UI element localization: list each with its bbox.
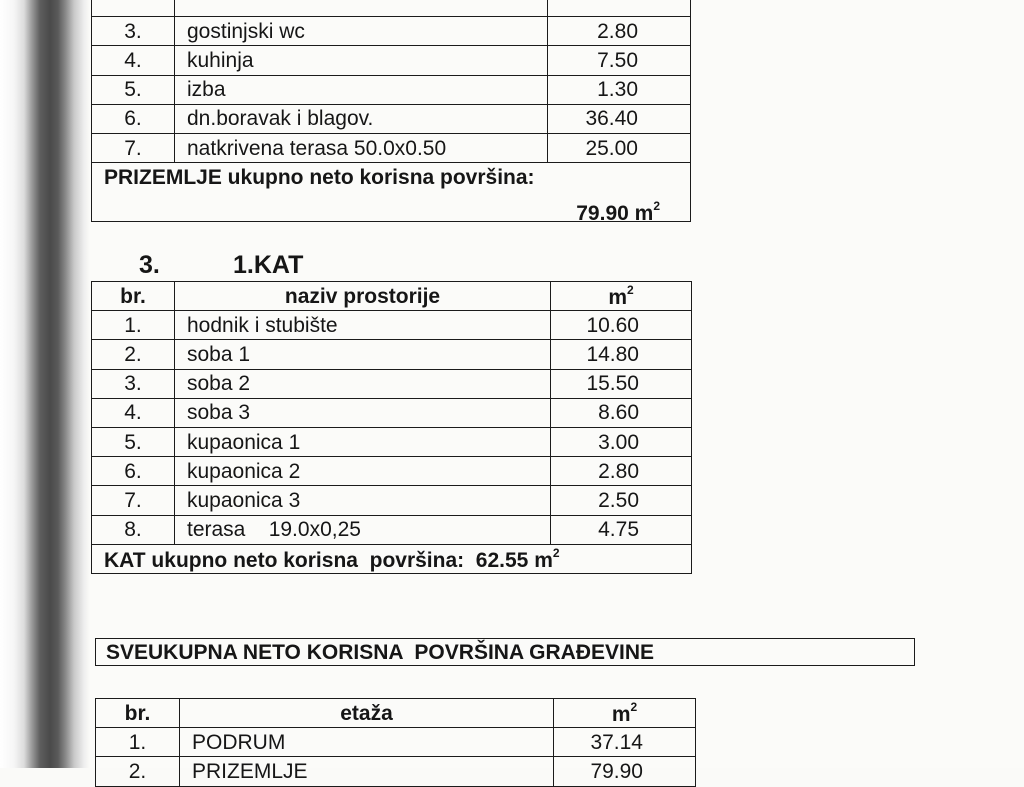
room-name: kupaonica 2 — [175, 457, 551, 486]
column-header-area — [554, 699, 696, 728]
row-number: 4. — [92, 398, 175, 427]
row-number: 8. — [92, 515, 175, 544]
row-number: 6. — [92, 457, 175, 486]
unit-superscript: 2 — [653, 199, 660, 214]
room-name: dn.boravak i blagov. — [175, 104, 548, 133]
ground-floor-total-row — [92, 163, 691, 222]
room-name: izba — [175, 75, 548, 104]
table-header-row — [96, 699, 696, 728]
room-area: 15.50 — [551, 369, 692, 398]
table-row — [92, 46, 691, 75]
room-name: natkrivena terasa 50.0x0.50 — [175, 133, 548, 162]
room-area: 36.40 — [548, 104, 691, 133]
room-name: kupaonica 3 — [175, 486, 551, 515]
table-row — [92, 133, 691, 162]
room-name: kupaonica 1 — [175, 427, 551, 456]
row-number: 6. — [92, 104, 175, 133]
scan-binding-shadow — [0, 0, 90, 768]
row-number: 3. — [92, 17, 175, 46]
floor-name: PRIZEMLJE — [180, 757, 554, 786]
unit-superscript: 2 — [630, 700, 638, 715]
column-header-floor: etaža — [180, 699, 554, 728]
room-name: gostinjski wc — [175, 17, 548, 46]
table-row — [92, 486, 692, 515]
room-name: soba 3 — [175, 398, 551, 427]
room-name — [175, 0, 548, 17]
unit-superscript: 2 — [552, 545, 560, 560]
overall-summary-title: SVEUKUPNA NETO KORISNA POVRŠINA GRAĐEVINE — [106, 641, 655, 664]
room-area: 7.50 — [548, 46, 691, 75]
room-area: 2.80 — [551, 457, 692, 486]
table-row — [92, 398, 692, 427]
table-row — [92, 311, 692, 340]
table-row — [92, 340, 692, 369]
table-row — [92, 17, 691, 46]
row-number: 1. — [92, 311, 175, 340]
section-title: 1.KAT — [233, 251, 304, 279]
room-area: 14.80 — [551, 340, 692, 369]
row-number: 4. — [92, 46, 175, 75]
room-area: 10.60 — [551, 311, 692, 340]
column-header-room-name: naziv prostorije — [175, 282, 551, 311]
room-area: 2.50 — [551, 486, 692, 515]
table-row — [92, 369, 692, 398]
unit-superscript: 2 — [627, 283, 634, 298]
room-area: 4.75 — [551, 515, 692, 544]
row-number: 2. — [96, 757, 180, 786]
room-name: soba 1 — [175, 340, 551, 369]
floors-summary-table — [95, 698, 696, 787]
room-area: 25.00 — [548, 133, 691, 162]
table-row — [92, 104, 691, 133]
first-floor-total-row — [92, 544, 692, 573]
floor-area: 37.14 — [554, 728, 696, 757]
room-name: kuhinja — [175, 46, 548, 75]
row-number: 7. — [92, 133, 175, 162]
table-row — [96, 728, 696, 757]
table-row — [92, 75, 691, 104]
room-area: 2.80 — [548, 17, 691, 46]
column-header-number: br. — [92, 282, 175, 311]
floor-name: PODRUM — [180, 728, 554, 757]
row-number: 5. — [92, 75, 175, 104]
room-name: hodnik i stubište — [175, 311, 551, 340]
ground-floor-total-value: 79.90 m — [576, 202, 654, 226]
column-header-number: br. — [96, 699, 180, 728]
ground-floor-table — [91, 0, 691, 226]
row-number: 7. — [92, 486, 175, 515]
row-number: 2. — [92, 340, 175, 369]
row-number — [92, 0, 175, 17]
area-unit: m — [608, 286, 627, 310]
row-number: 5. — [92, 427, 175, 456]
table-row — [92, 0, 691, 17]
table-row — [92, 457, 692, 486]
column-header-area — [551, 282, 692, 311]
table-row — [96, 757, 696, 786]
first-floor-total-text: KAT ukupno neto korisna površina: 62.55 m — [104, 548, 553, 572]
room-area: 1.30 — [548, 75, 691, 104]
table-row — [92, 427, 692, 456]
overall-summary-heading — [95, 638, 915, 666]
room-area — [548, 0, 691, 17]
first-floor-table — [91, 281, 692, 574]
ground-floor-total-label: PRIZEMLJE ukupno neto korisna površina: — [104, 166, 535, 190]
floor-area: 79.90 — [554, 757, 696, 786]
room-area: 3.00 — [551, 427, 692, 456]
room-area: 8.60 — [551, 398, 692, 427]
row-number: 3. — [92, 369, 175, 398]
section-number: 3. — [139, 251, 160, 279]
table-header-row — [92, 282, 692, 311]
ground-floor-total-value-wrap — [104, 192, 690, 226]
table-row — [92, 515, 692, 544]
area-unit: m — [611, 703, 631, 727]
room-name: soba 2 — [175, 369, 551, 398]
room-name: terasa 19.0x0,25 — [175, 515, 551, 544]
row-number: 1. — [96, 728, 180, 757]
